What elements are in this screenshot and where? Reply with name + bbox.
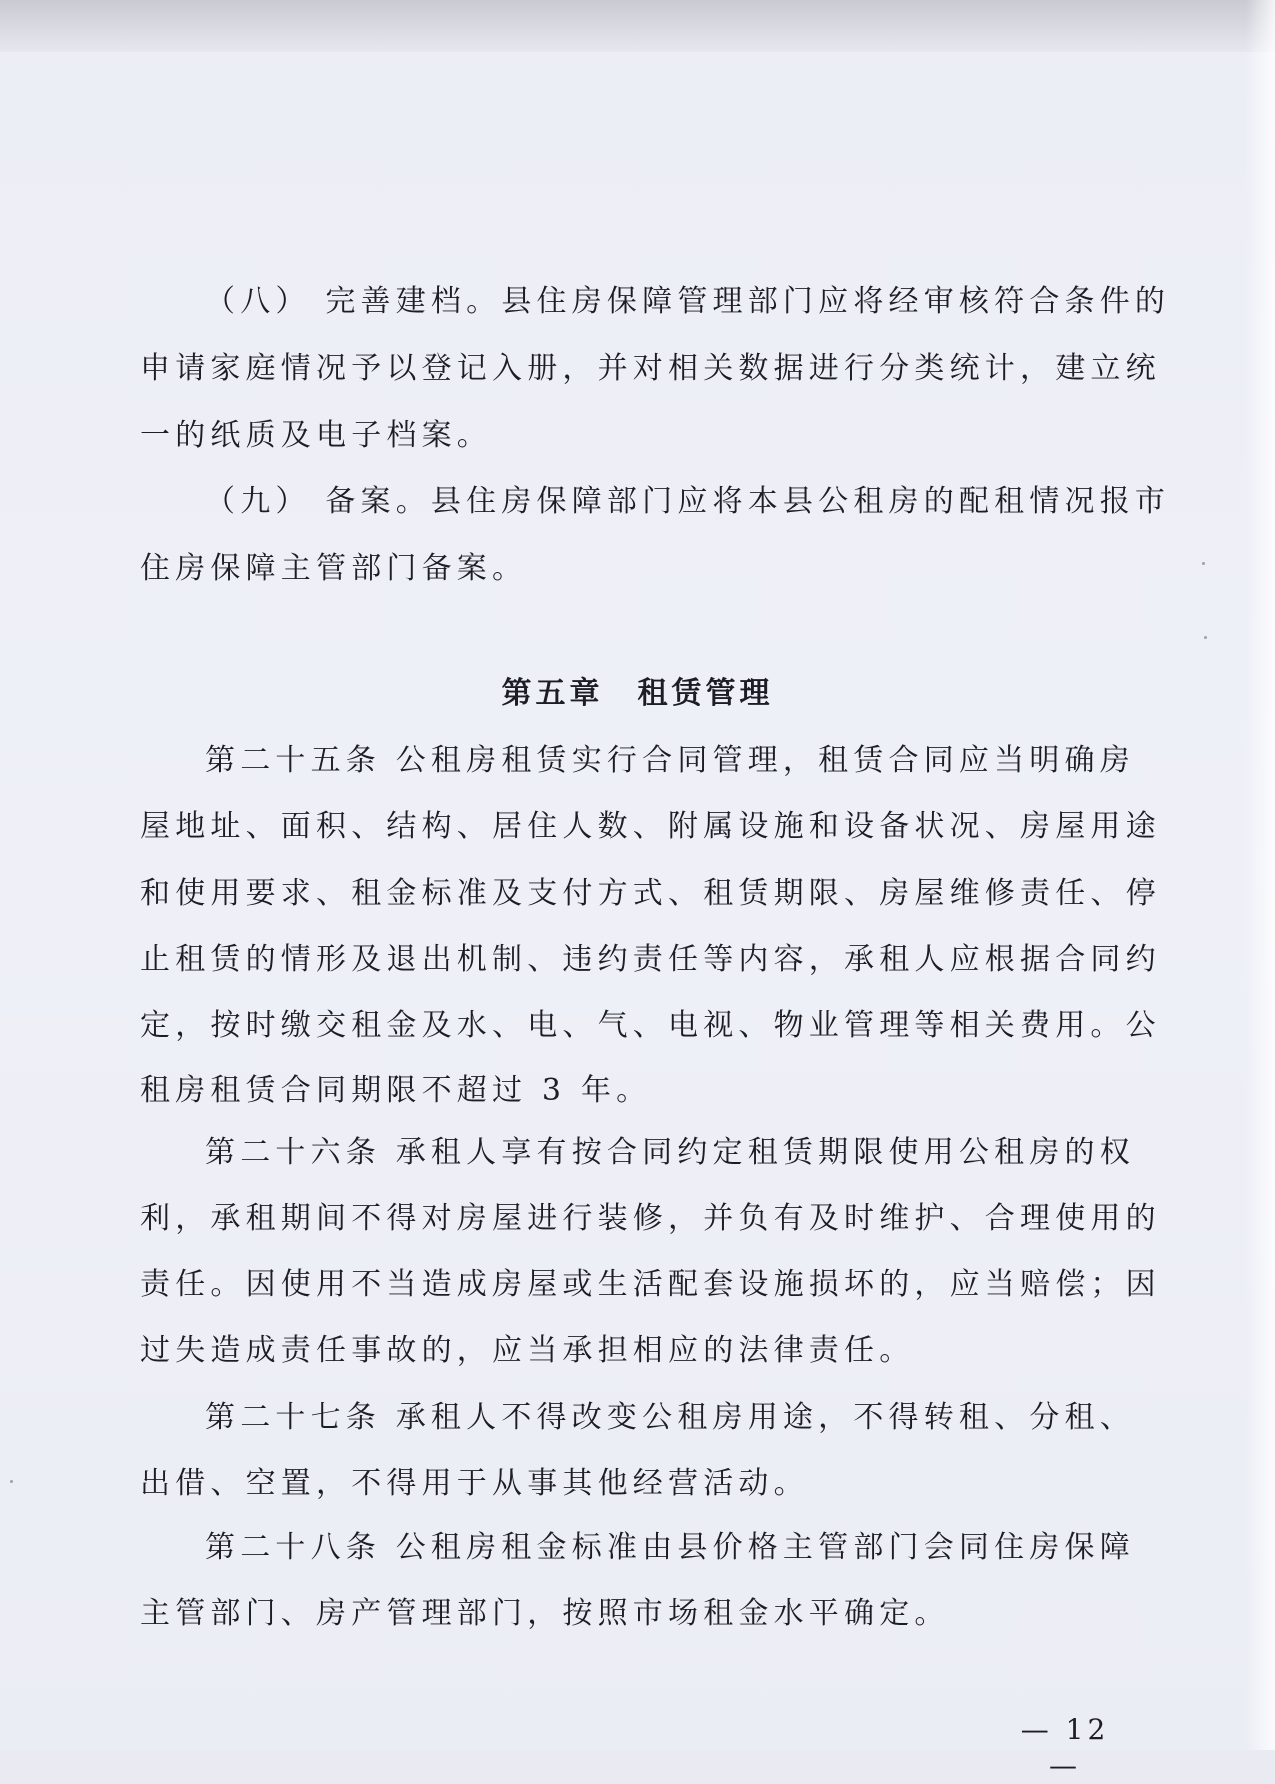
article-25-line-4: 止租赁的情形及退出机制、违约责任等内容，承租人应根据合同约	[140, 942, 1161, 977]
scan-speck	[1204, 636, 1207, 639]
page-number: — 12 —	[1020, 1713, 1110, 1782]
article-26-line-1: 第二十六条 承租人享有按合同约定租赁期限使用公租房的权	[205, 1135, 1135, 1170]
chapter-number: 第五章	[501, 676, 604, 711]
article-27-line-2: 出借、空置，不得用于从事其他经营活动。	[140, 1466, 809, 1501]
paragraph-8-line-2: 申请家庭情况予以登记入册，并对相关数据进行分类统计，建立统	[140, 351, 1161, 386]
paragraph-9-line-2: 住房保障主管部门备案。	[140, 551, 528, 586]
scan-top-shadow	[0, 0, 1275, 52]
article-27-line-1: 第二十七条 承租人不得改变公租房用途，不得转租、分租、	[205, 1400, 1135, 1435]
chapter-title: 租赁管理	[637, 676, 774, 711]
article-26-line-4: 过失造成责任事故的，应当承担相应的法律责任。	[140, 1333, 915, 1368]
article-26-line-3: 责任。因使用不当造成房屋或生活配套设施损坏的，应当赔偿；因	[140, 1267, 1161, 1302]
article-26-line-2: 利，承租期间不得对房屋进行装修，并负有及时维护、合理使用的	[140, 1201, 1161, 1236]
scan-right-edge	[1245, 0, 1275, 1750]
article-28-line-1: 第二十八条 公租房租金标准由县价格主管部门会同住房保障	[205, 1530, 1135, 1565]
chapter-heading	[0, 668, 1275, 720]
scan-speck	[1202, 562, 1205, 565]
paragraph-8-line-1: （八） 完善建档。县住房保障管理部门应将经审核符合条件的	[205, 284, 1171, 319]
article-28-line-2: 主管部门、房产管理部门，按照市场租金水平确定。	[140, 1596, 950, 1631]
scan-speck	[10, 1480, 13, 1483]
article-25-line-5: 定，按时缴交租金及水、电、气、电视、物业管理等相关费用。公	[140, 1008, 1161, 1043]
article-25-line-3: 和使用要求、租金标准及支付方式、租赁期限、房屋维修责任、停	[140, 876, 1161, 911]
article-25-line-2: 屋地址、面积、结构、居住人数、附属设施和设备状况、房屋用途	[140, 809, 1161, 844]
article-25-line-1: 第二十五条 公租房租赁实行合同管理，租赁合同应当明确房	[205, 743, 1135, 778]
paragraph-9-line-1: （九） 备案。县住房保障部门应将本县公租房的配租情况报市	[205, 484, 1171, 519]
article-25-line-6: 租房租赁合同期限不超过 3 年。	[140, 1073, 652, 1108]
paragraph-8-line-3: 一的纸质及电子档案。	[140, 418, 492, 453]
